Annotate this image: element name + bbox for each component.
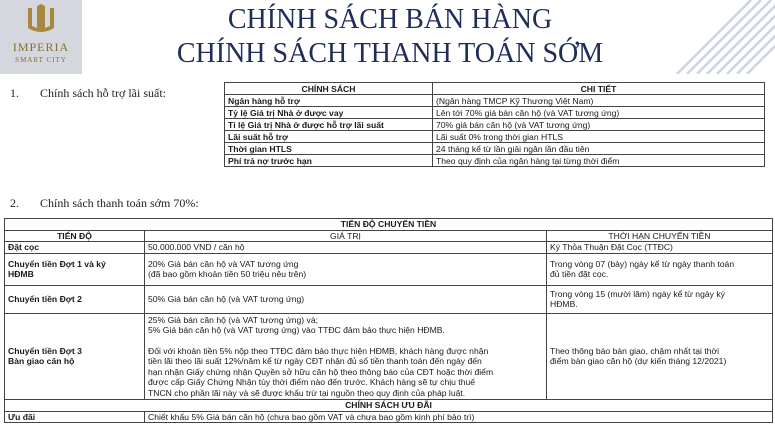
deadline-round-3-line-1: Theo thông báo bàn giao, chậm nhất tại thời <box>550 345 720 356</box>
payment-schedule-table <box>4 218 773 423</box>
stage-round-1 <box>5 253 145 285</box>
stage-round-1-line-2: HĐMB <box>8 269 34 279</box>
value-round-3-note-1: Đối với khoản tiền 5% nộp theo TTĐC đảm bảo thực hiện HĐMB, khách hàng được nhận <box>148 345 489 356</box>
deadline-round-1 <box>547 253 773 285</box>
incentive-label: Ưu đãi <box>5 411 145 423</box>
policy-name: Tỷ lệ Giá trị Nhà ở được vay <box>225 107 433 119</box>
section-2-heading <box>10 196 199 211</box>
table-row <box>225 143 765 155</box>
page-title: CHÍNH SÁCH BÁN HÀNG <box>227 4 553 35</box>
value-round-2: 50% Giá bán căn hộ (và VAT tương ứng) <box>145 285 547 313</box>
page-subtitle: CHÍNH SÁCH THANH TOÁN SỚM <box>176 38 604 69</box>
section-2-label: Chính sách thanh toán sớm 70%: <box>40 196 199 210</box>
policy-detail: 70% giá bán căn hộ (và VAT tương ứng) <box>433 119 765 131</box>
value-round-1-line-1: 20% Giá bán căn hộ và VAT tương ứng <box>148 258 299 269</box>
deadline-round-3 <box>547 313 773 400</box>
header-value: GIÁ TRỊ <box>145 230 547 242</box>
schedule-title: TIẾN ĐỘ CHUYỂN TIỀN <box>5 219 773 231</box>
policy-detail: Lên tới 70% giá bán căn hộ (và VAT tương ứng) <box>433 107 765 119</box>
section-1-heading <box>10 86 166 101</box>
deadline-deposit: Ký Thỏa Thuận Đặt Cọc (TTĐC) <box>547 242 773 254</box>
decorative-stripes <box>667 0 775 74</box>
table-row <box>5 411 773 423</box>
value-round-3-line-1: 25% Giá bán căn hộ (và VAT tương ứng) và; <box>148 314 319 325</box>
table-row <box>225 119 765 131</box>
logo-subtitle: SMART CITY <box>15 56 67 64</box>
table-header-row <box>225 83 765 95</box>
stage-round-2: Chuyển tiền Đợt 2 <box>5 285 145 313</box>
imperia-crown-icon <box>24 4 58 38</box>
stage-round-3-line-2: Bàn giao căn hộ <box>8 356 75 367</box>
policy-name: Ngân hàng hỗ trợ <box>225 95 433 107</box>
policy-name: Phí trả nợ trước hạn <box>225 155 433 167</box>
deadline-round-3-line-2: điểm bàn giao căn hộ (dự kiến tháng 12/2021) <box>550 356 727 367</box>
schedule-title-row <box>5 219 773 231</box>
value-deposit: 50.000.000 VND / căn hộ <box>145 242 547 254</box>
incentive-title: CHÍNH SÁCH ƯU ĐÃI <box>5 400 773 412</box>
header-stage: TIẾN ĐỘ <box>5 230 145 242</box>
value-round-3-note-4: được cấp Giấy Chứng Nhận tùy thời điểm nào đến trước. Khách hàng sẽ tự chịu thuế <box>148 377 476 387</box>
value-round-3 <box>145 313 547 400</box>
table-row <box>5 313 773 400</box>
policy-detail: Lãi suất 0% trong thời gian HTLS <box>433 131 765 143</box>
policy-detail: (Ngân hàng TMCP Kỹ Thương Việt Nam) <box>433 95 765 107</box>
header-deadline: THỜI HẠN CHUYỂN TIỀN <box>547 230 773 242</box>
stage-round-1-line-1: Chuyển tiền Đợt 1 và ký <box>8 258 106 269</box>
policy-detail: Theo quy định của ngân hàng tại từng thời điểm <box>433 155 765 167</box>
deadline-round-2-line-1: Trong vòng 15 (mười lăm) ngày kể từ ngày ký <box>550 288 725 299</box>
value-round-3-line-2: 5% Giá bán căn hộ (và VAT tương ứng) vào TTĐC đảm bảo thực hiện HĐMB. <box>148 325 445 335</box>
section-2-number: 2. <box>10 196 19 210</box>
stage-round-3 <box>5 313 145 400</box>
deadline-round-1-line-1: Trong vòng 07 (bảy) ngày kể từ ngày thanh toán <box>550 258 735 269</box>
interest-support-table <box>224 82 765 167</box>
table-row <box>225 95 765 107</box>
section-1-label: Chính sách hỗ trợ lãi suất: <box>40 86 166 100</box>
value-round-3-note-3: hạn nhận Giấy chứng nhận Quyền sở hữu căn hộ theo thông báo của CĐT hoặc thời điểm <box>148 366 494 377</box>
deadline-round-2 <box>547 285 773 313</box>
value-round-3-note-2: tiền lãi theo lãi suất 12%/năm kể từ ngày CĐT nhận đủ số tiền thanh toán đến ngày đến <box>148 356 482 366</box>
deadline-round-2-line-2: HĐMB. <box>550 299 578 309</box>
value-round-1-line-2: (đã bao gồm khoản tiền 50 triệu nêu trên) <box>148 269 307 279</box>
policy-detail: 24 tháng kể từ lần giải ngân lần đầu tiên <box>433 143 765 155</box>
table-row <box>225 131 765 143</box>
policy-name: Tỉ lệ Giá trị Nhà ở được hỗ trợ lãi suất <box>225 119 433 131</box>
table-row <box>225 155 765 167</box>
incentive-value: Chiết khấu 5% Giá bán căn hộ (chưa bao gồm VAT và chưa bao gồm kinh phí bảo trì) <box>145 411 773 423</box>
logo-name: IMPERIA <box>12 40 70 54</box>
value-round-3-note-5: TNCN cho phần lãi này và sẽ được khấu trừ tại nguồn theo quy định của pháp luật. <box>148 387 466 398</box>
policy-name: Thời gian HTLS <box>225 143 433 155</box>
header-policy: CHÍNH SÁCH <box>225 83 433 95</box>
schedule-header-row <box>5 230 773 242</box>
table-row <box>5 285 773 313</box>
section-1-number: 1. <box>10 86 19 100</box>
policy-name: Lãi suất hỗ trợ <box>225 131 433 143</box>
table-row <box>5 253 773 285</box>
logo <box>0 0 82 74</box>
table-row <box>5 242 773 254</box>
deadline-round-1-line-2: đủ tiền đặt cọc. <box>550 269 609 279</box>
incentive-title-row <box>5 400 773 412</box>
stage-round-3-line-1: Chuyển tiền Đợt 3 <box>8 345 82 356</box>
header-detail: CHI TIẾT <box>433 83 765 95</box>
stage-deposit: Đặt cọc <box>5 242 145 254</box>
table-row <box>225 107 765 119</box>
value-round-1 <box>145 253 547 285</box>
